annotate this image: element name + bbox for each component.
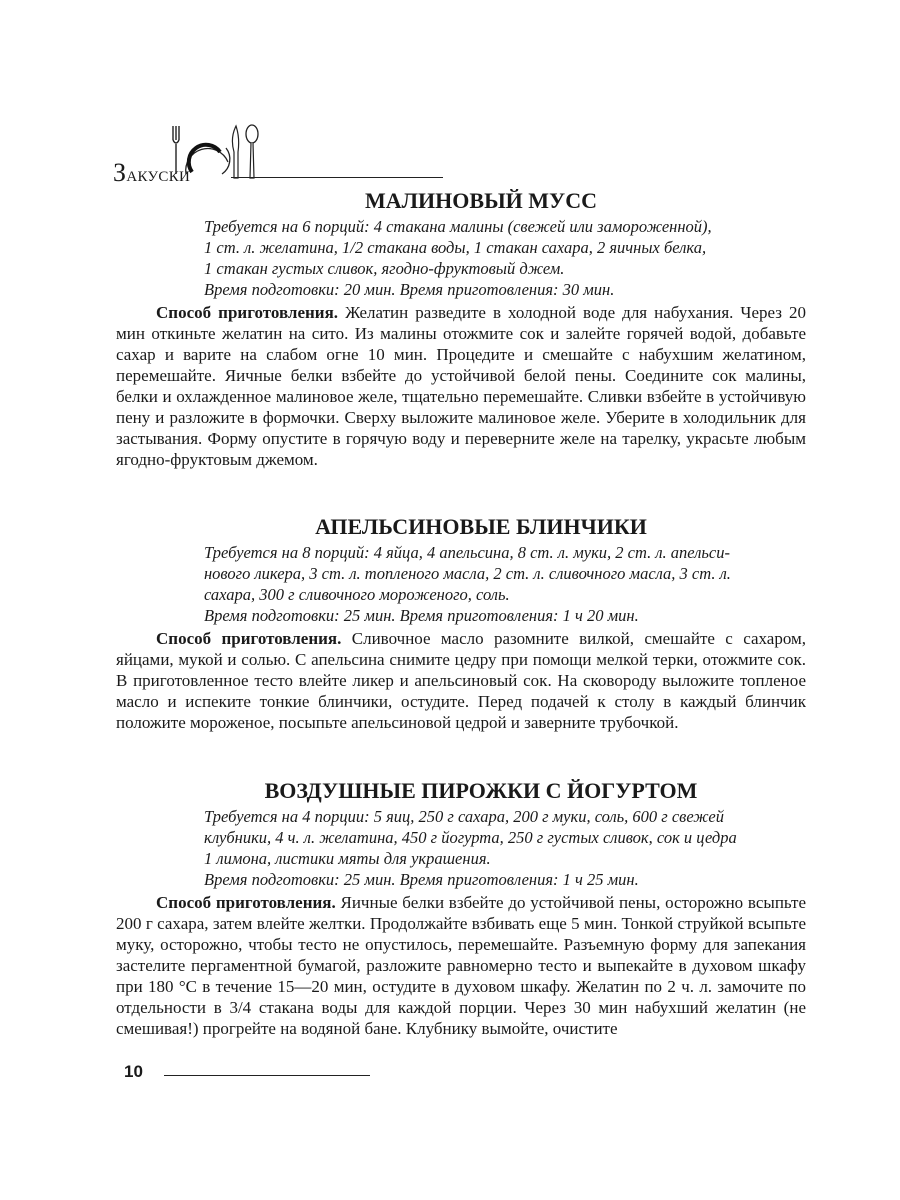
- ingredients-line: Требуется на 6 порций: 4 стакана малины (свежей или замороженной),: [204, 217, 712, 236]
- ingredients-line: 1 ст. л. желатина, 1/2 стакана воды, 1 стакан сахара, 2 яичных белка,: [204, 238, 707, 257]
- footer-rule: [164, 1075, 370, 1076]
- page-footer: [124, 1062, 384, 1082]
- recipe-method: [116, 302, 806, 470]
- ingredients-line: сахара, 300 г сливочного мороженого, соль.: [204, 585, 510, 604]
- ingredients-line: 1 стакан густых сливок, ягодно-фруктовый джем.: [204, 259, 565, 278]
- recipe-raspberry-mousse: [116, 188, 806, 470]
- section-title: [113, 158, 190, 188]
- method-text: Сливочное масло разомните вилкой, смешайте с сахаром, яйцами, мукой и солью. С апельсина снимите цедру при помощи мелкой терки, отожмите сок. В приготовленное тесто влейте ликер и апельсиновый сок. На сковороду выложите топленое масло и испеките тонкие блинчики, остудите. Перед подачей к столу в каждый блинчик положите мороженое, посыпьте апельсиновой цедрой и заверните трубочкой.: [116, 629, 807, 732]
- ingredients-line: 1 лимона, листики мяты для украшения.: [204, 849, 491, 868]
- recipe-method: [116, 892, 806, 1039]
- section-rule: [231, 177, 443, 178]
- ingredients-line: клубники, 4 ч. л. желатина, 450 г йогурта, 250 г густых сливок, сок и цедра: [204, 828, 737, 847]
- recipe-ingredients: [116, 542, 806, 626]
- recipe-orange-pancakes: [116, 514, 806, 733]
- method-text: Желатин разведите в холодной воде для набухания. Через 20 мин откиньте желатин на сито. Из малины отожмите сок и залейте горячей водой, добавьте сахар и варите на слабом огне 10 мин. Процедите и смешайте с набухшим желатином, перемешайте. Яичные белки взбейте до устойчивой белой пены. Соедините сок малины, белки и охлажденное малиновое желе, тщательно перемешайте. Сливки взбейте в устойчивую пену и разложите в формочки. Сверху выложите малиновое желе. Уберите в холодильник для застывания. Форму опустите в горячую воду и переверните желе на тарелку, украсьте любым ягодно-фруктовым джемом.: [116, 303, 806, 469]
- method-label: Способ приготовления.: [156, 303, 339, 322]
- ingredients-line: нового ликера, 3 ст. л. топленого масла, 2 ст. л. сливочного масла, 3 ст. л.: [204, 564, 731, 583]
- section-header: [113, 122, 333, 187]
- recipe-time: Время подготовки: 25 мин. Время приготовления: 1 ч 20 мин.: [204, 606, 639, 625]
- recipe-title: МАЛИНОВЫЙ МУСС: [365, 188, 597, 213]
- method-label: Способ приготовления.: [156, 893, 336, 912]
- method-text: Яичные белки взбейте до устойчивой пены, осторожно всыпьте 200 г сахара, затем влейте желтки. Продолжайте взбивать еще 5 мин. Тонкой струйкой всыпьте муку, осторожно, чтобы тесто не опустилось, перемешайте. Разъемную форму для запекания застелите пергаментной бумагой, разложите равномерно тесто и выпекайте в духовом шкафу при 180 °С в течение 15—20 мин, остудите в духовом шкафу. Желатин по 2 ч. л. замочите по отдельности в 3/4 стакана воды для каждой порции. Через 30 мин набухший желатин (не смешивая!) прогрейте на водяной бане. Клубнику вымойте, очистите: [116, 893, 806, 1038]
- ingredients-line: Требуется на 8 порций: 4 яйца, 4 апельсина, 8 ст. л. муки, 2 ст. л. апельси-: [204, 543, 730, 562]
- section-title-initial: З: [113, 158, 127, 187]
- recipe-title: АПЕЛЬСИНОВЫЕ БЛИНЧИКИ: [315, 514, 647, 539]
- recipe-time: Время подготовки: 25 мин. Время приготовления: 1 ч 25 мин.: [204, 870, 639, 889]
- method-label: Способ приготовления.: [156, 629, 342, 648]
- page-number: 10: [124, 1062, 143, 1081]
- recipe-title: ВОЗДУШНЫЕ ПИРОЖКИ С ЙОГУРТОМ: [264, 778, 698, 803]
- section-title-rest: акуски: [126, 161, 191, 186]
- recipe-time: Время подготовки: 20 мин. Время приготовления: 30 мин.: [204, 280, 615, 299]
- ingredients-line: Требуется на 4 порции: 5 яиц, 250 г сахара, 200 г муки, соль, 600 г свежей: [204, 807, 724, 826]
- recipe-ingredients: [116, 216, 806, 300]
- recipe-ingredients: [116, 806, 806, 890]
- recipe-method: [116, 628, 806, 733]
- recipe-yogurt-pastries: [116, 778, 806, 1039]
